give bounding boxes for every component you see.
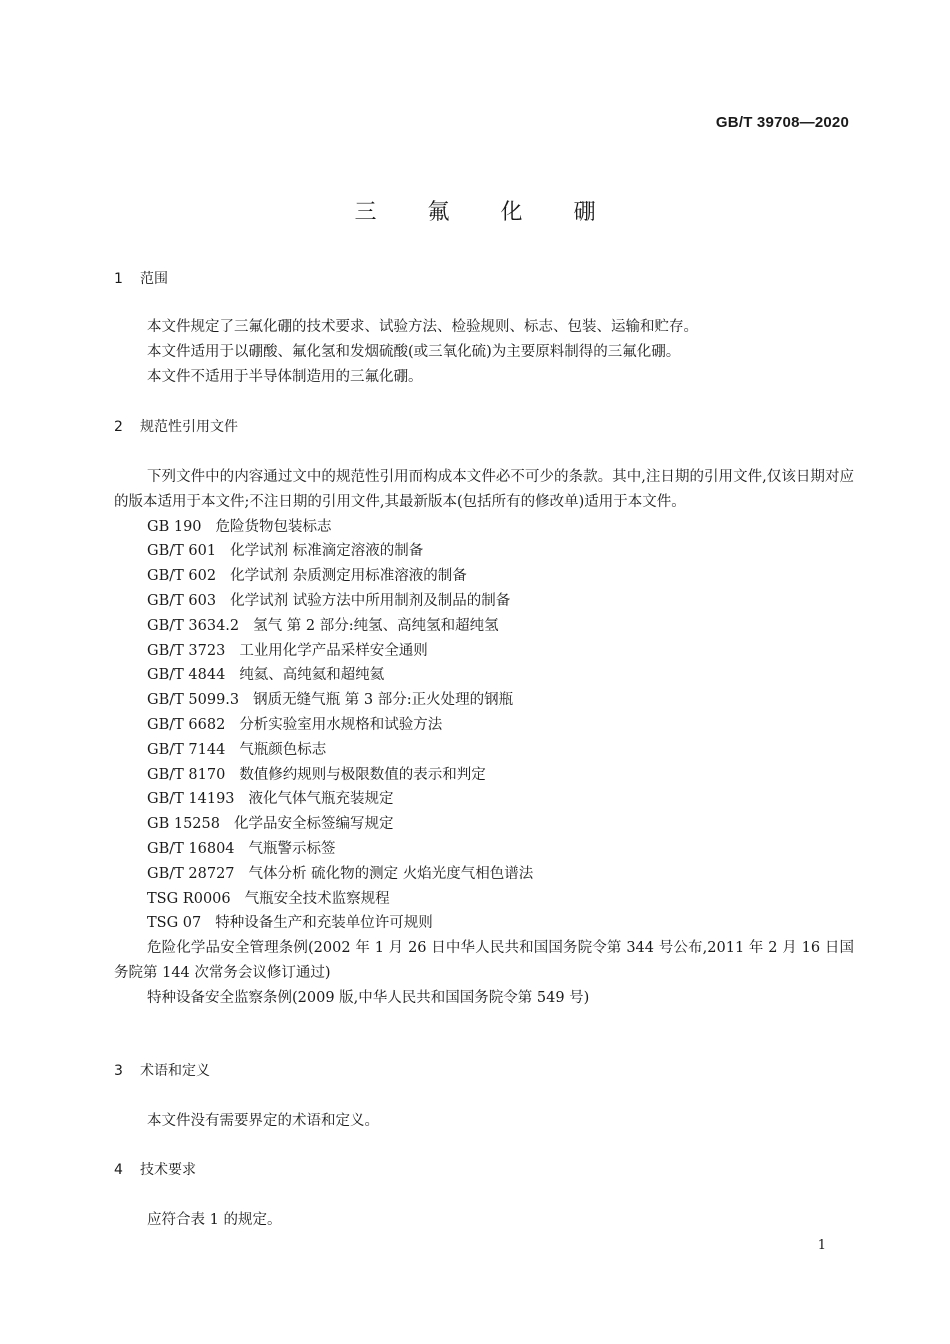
reference-item — [114, 738, 854, 763]
reference-code: GB/T 3723 — [147, 642, 226, 659]
section-heading — [114, 1160, 854, 1180]
reference-code: GB/T 602 — [147, 568, 217, 585]
section-technical-requirements — [114, 1160, 854, 1233]
reference-code: GB/T 28727 — [147, 865, 235, 882]
section-heading — [114, 269, 854, 289]
reference-item — [114, 539, 854, 564]
reference-title: 气瓶颜色标志 — [239, 741, 327, 758]
section-number: 3 — [114, 1063, 123, 1079]
paragraph: 本文件不适用于半导体制造用的三氟化硼。 — [147, 368, 423, 385]
reference-code: GB/T 5099.3 — [147, 692, 240, 709]
section-normative-references — [114, 417, 854, 1011]
section-heading — [114, 417, 854, 437]
section-number: 2 — [114, 419, 123, 435]
paragraph: 本文件适用于以硼酸、氟化氢和发烟硫酸(或三氧化硫)为主要原料制得的三氟化硼。 — [147, 343, 681, 360]
reference-title: 液化气体气瓶充装规定 — [248, 791, 394, 808]
reference-code: GB/T 16804 — [147, 840, 235, 857]
reference-code: GB/T 8170 — [147, 766, 226, 783]
standard-code: GB/T 39708—2020 — [715, 114, 849, 131]
reference-code: GB 15258 — [147, 816, 220, 833]
reference-title: 气体分析 硫化物的测定 火焰光度气相色谱法 — [248, 865, 534, 882]
regulation-item: 危险化学品安全管理条例(2002 年 1 月 26 日中华人民共和国国务院令第 344 号公布,2011 年 2 月 16 日国务院第 144 次常务会议修订通过) — [114, 940, 854, 981]
reference-title: 氢气 第 2 部分:纯氢、高纯氢和超纯氢 — [253, 617, 499, 634]
reference-item — [114, 688, 854, 713]
reference-item — [114, 812, 854, 837]
section-number: 1 — [114, 271, 123, 287]
section-title: 规范性引用文件 — [140, 419, 238, 435]
reference-code: GB/T 4844 — [147, 667, 226, 684]
reference-list — [114, 515, 854, 937]
reference-title: 化学试剂 杂质测定用标准溶液的制备 — [230, 568, 467, 585]
reference-code: TSG R0006 — [147, 890, 231, 907]
section-title: 范围 — [140, 271, 168, 287]
paragraph: 应符合表 1 的规定。 — [147, 1212, 282, 1228]
document-title: 三 氟 化 硼 — [354, 200, 618, 225]
section-heading — [114, 1061, 854, 1081]
reference-title: 气瓶警示标签 — [248, 840, 336, 857]
reference-title: 特种设备生产和充装单位许可规则 — [215, 915, 433, 932]
reference-code: GB/T 6682 — [147, 716, 226, 733]
reference-title: 气瓶安全技术监察规程 — [244, 890, 390, 907]
paragraph: 本文件规定了三氟化硼的技术要求、试验方法、检验规则、标志、包装、运输和贮存。 — [147, 319, 698, 335]
reference-code: GB/T 7144 — [147, 741, 226, 758]
regulation-item: 特种设备安全监察条例(2009 版,中华人民共和国国务院令第 549 号) — [147, 989, 590, 1006]
page-number: 1 — [817, 1238, 826, 1253]
reference-title: 数值修约规则与极限数值的表示和判定 — [239, 766, 486, 783]
reference-item — [114, 713, 854, 738]
section-title: 术语和定义 — [140, 1063, 210, 1079]
section-terms — [114, 1061, 854, 1134]
intro-paragraph: 下列文件中的内容通过文中的规范性引用而构成本文件必不可少的条款。其中,注日期的引用文件,仅该日期对应的版本适用于本文件;不注日期的引用文件,其最新版本(包括所有的修改单)适用于本文件。 — [114, 469, 854, 510]
reference-code: GB/T 601 — [147, 543, 217, 560]
reference-title: 纯氦、高纯氦和超纯氦 — [239, 667, 385, 684]
reference-item — [114, 837, 854, 862]
reference-code: GB/T 14193 — [147, 791, 235, 808]
reference-item — [114, 763, 854, 788]
reference-code: TSG 07 — [147, 915, 202, 932]
reference-item — [114, 564, 854, 589]
section-number: 4 — [114, 1162, 123, 1178]
reference-item — [114, 663, 854, 688]
reference-title: 化学品安全标签编写规定 — [233, 816, 394, 833]
section-title: 技术要求 — [140, 1162, 196, 1178]
reference-item — [114, 887, 854, 912]
reference-title: 危险货物包装标志 — [215, 518, 332, 535]
reference-title: 化学试剂 试验方法中所用制剂及制品的制备 — [230, 592, 511, 609]
reference-item — [114, 862, 854, 887]
reference-title: 工业用化学产品采样安全通则 — [239, 642, 428, 659]
reference-code: GB/T 3634.2 — [147, 617, 240, 634]
reference-item — [114, 589, 854, 614]
paragraph: 本文件没有需要界定的术语和定义。 — [147, 1113, 379, 1129]
reference-title: 钢质无缝气瓶 第 3 部分:正火处理的钢瓶 — [253, 692, 514, 709]
reference-item — [114, 614, 854, 639]
reference-item — [114, 787, 854, 812]
reference-code: GB 190 — [147, 518, 202, 535]
section-scope — [114, 269, 854, 389]
reference-code: GB/T 603 — [147, 592, 217, 609]
reference-item — [114, 639, 854, 664]
reference-item — [114, 911, 854, 936]
reference-item — [114, 515, 854, 540]
reference-title: 化学试剂 标准滴定溶液的制备 — [230, 543, 424, 560]
reference-title: 分析实验室用水规格和试验方法 — [239, 716, 443, 733]
